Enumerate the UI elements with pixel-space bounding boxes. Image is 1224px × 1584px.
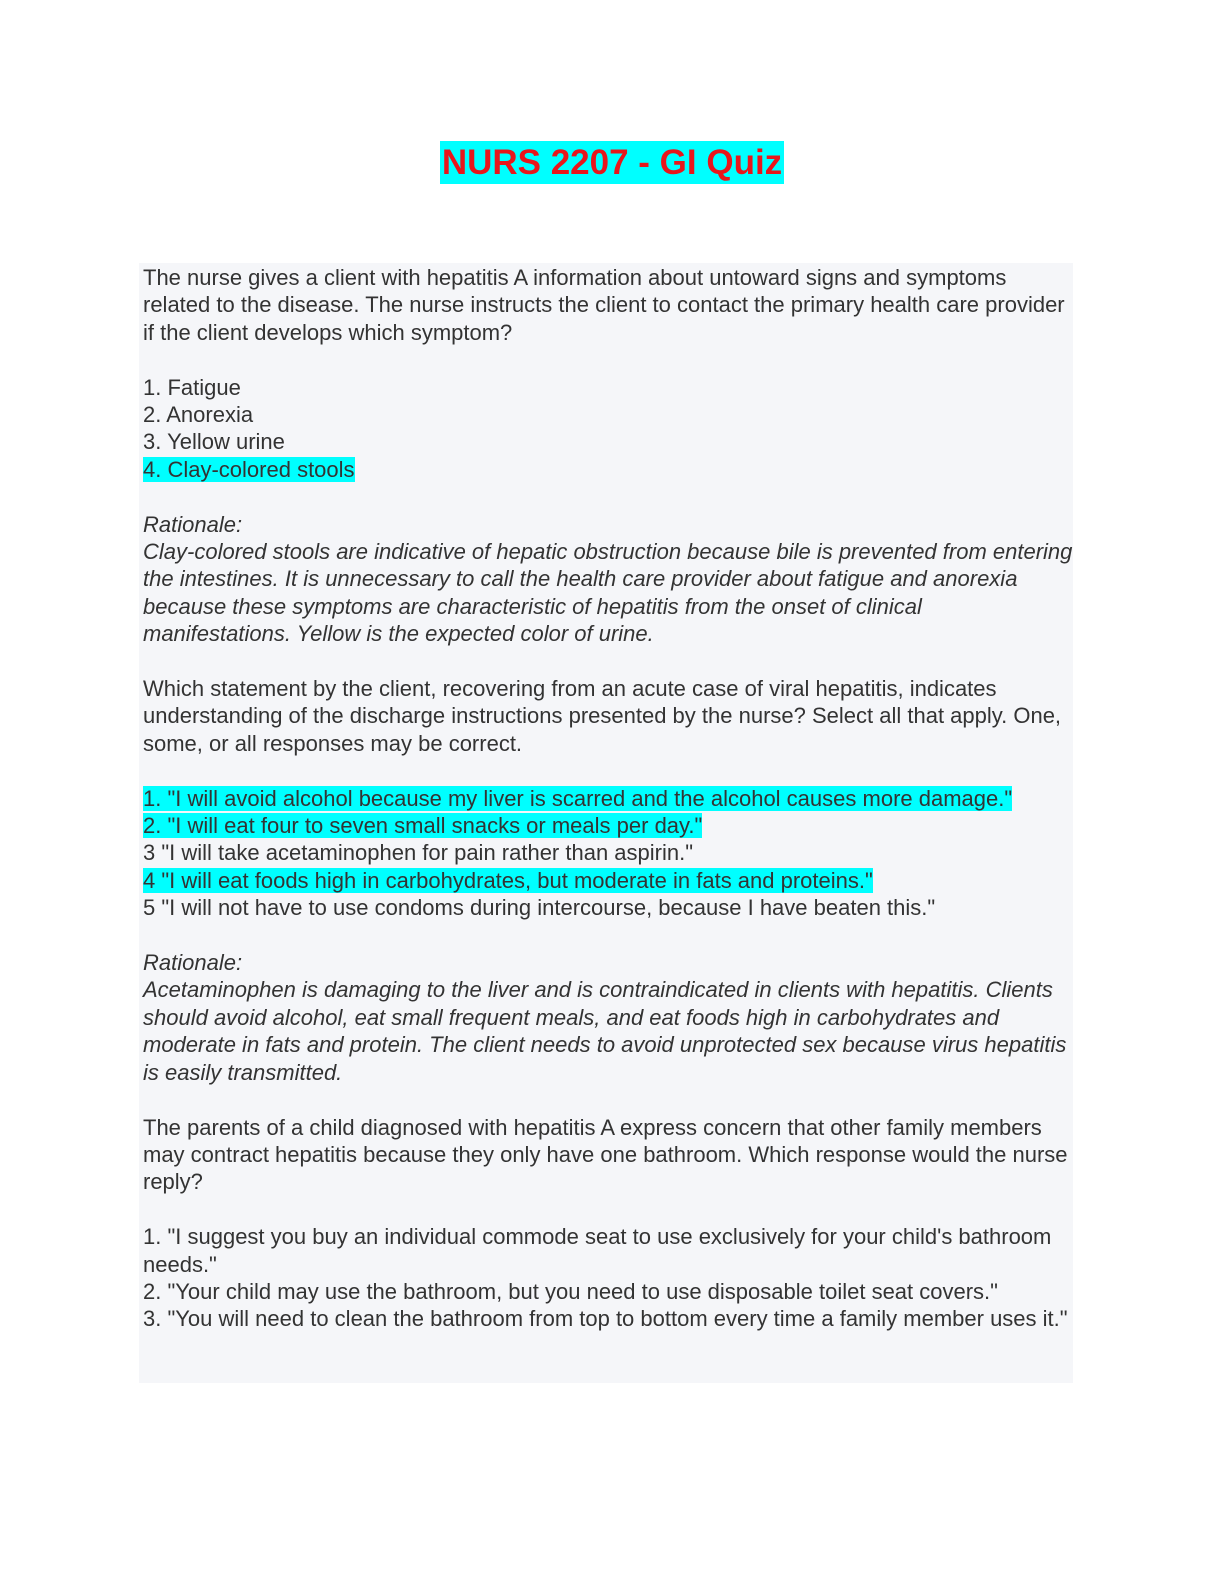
page-title: NURS 2207 - GI Quiz	[441, 143, 783, 182]
question-3-stem: The parents of a child diagnosed with hepatitis A express concern that other family members may contract hepatitis because they only have one bathroom. Which response would the nurse reply?	[143, 1114, 1068, 1195]
answer-highlight: 4. Clay-colored stools	[143, 456, 355, 482]
question-3-option-2: 2. "Your child may use the bathroom, but you need to use disposable toilet seat covers."	[143, 1278, 998, 1304]
question-2-rationale: Acetaminophen is damaging to the liver and is contraindicated in clients with hepatitis. Clients should avoid alcohol, eat small frequent meals, and eat foods high in carbohydrates and moderate in fats and protein. The client needs to avoid unprotected sex because virus hepatitis is easily transmitted.	[143, 977, 1067, 1085]
question-2-rationale-label: Rationale:	[143, 950, 243, 976]
question-2-option-2-answer	[143, 812, 1073, 839]
question-1-option-1: 1. Fatigue	[143, 374, 241, 400]
question-1-rationale: Clay-colored stools are indicative of hepatic obstruction because bile is prevented from entering the intestines. It is unnecessary to call the health care provider about fatigue and anorexia because these symptoms are characteristic of hepatitis from the onset of clinical manifestations. Yellow is the expected color of urine.	[143, 539, 1073, 647]
question-2-option-5: 5 "I will not have to use condoms during intercourse, because I have beaten this."	[143, 895, 936, 921]
question-1-option-2: 2. Anorexia	[143, 402, 254, 428]
answer-highlight: 1. "I will avoid alcohol because my liver is scarred and the alcohol causes more damage."	[143, 785, 1013, 811]
quiz-content	[139, 263, 1073, 1383]
answer-highlight: 2. "I will eat four to seven small snacks or meals per day."	[143, 813, 703, 839]
question-1-rationale-label: Rationale:	[143, 511, 243, 537]
question-2-option-4-answer	[143, 867, 1073, 894]
answer-highlight: 4 "I will eat foods high in carbohydrates, but moderate in fats and proteins."	[143, 867, 873, 893]
question-2-option-1-answer	[143, 785, 1073, 812]
title-container	[0, 141, 1224, 184]
question-3-option-1: 1. "I suggest you buy an individual commode seat to use exclusively for your child's bathroom needs."	[143, 1224, 1052, 1277]
question-2-option-3: 3 "I will take acetaminophen for pain rather than aspirin."	[143, 840, 694, 866]
question-1-stem: The nurse gives a client with hepatitis A information about untoward signs and symptoms related to the disease. The nurse instructs the client to contact the primary health care provider if the client develops which symptom?	[143, 265, 1065, 345]
question-1-option-4-answer	[143, 456, 1073, 483]
question-1-option-3: 3. Yellow urine	[143, 429, 285, 455]
question-2-stem: Which statement by the client, recovering from an acute case of viral hepatitis, indicates understanding of the discharge instructions presented by the nurse? Select all that apply. One, some, or all responses may be correct.	[143, 676, 1062, 756]
question-3-option-3: 3. "You will need to clean the bathroom from top to bottom every time a family member uses it."	[143, 1306, 1068, 1332]
